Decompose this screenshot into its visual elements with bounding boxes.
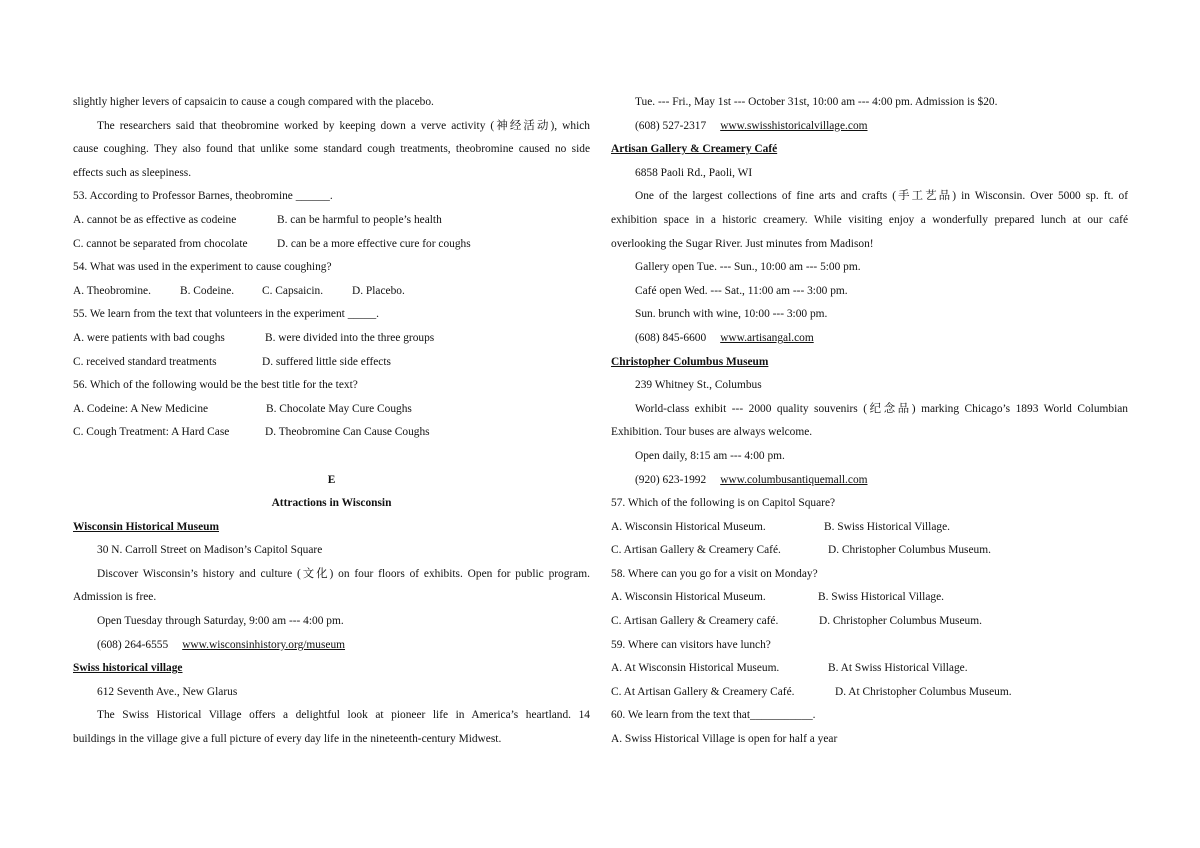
option-b: B. Swiss Historical Village. <box>818 591 944 604</box>
attraction-description: Admission is free. <box>73 591 157 604</box>
attraction-hours: Gallery open Tue. --- Sun., 10:00 am --- 5:00 pm. <box>635 261 861 274</box>
question-58-options-row1 <box>611 586 1128 610</box>
attraction-contact <box>611 469 1128 493</box>
question-53-options-row2 <box>73 233 590 257</box>
question-57-options-row2 <box>611 539 1128 563</box>
attraction-description: One of the largest collections of fine arts and crafts (手工艺品) in Wisconsin. Over 5000 sp. ft. of <box>635 190 1128 203</box>
option-c: C. Capsaicin. <box>262 284 324 297</box>
option-a: A. Swiss Historical Village is open for half a year <box>611 733 838 746</box>
attraction-hours: Café open Wed. --- Sat., 11:00 am --- 3:00 pm. <box>635 284 848 297</box>
attraction-address: 612 Seventh Ave., New Glarus <box>97 685 238 698</box>
option-c: C. Artisan Gallery & Creamery Café. <box>611 544 781 557</box>
question-59: 59. Where can visitors have lunch? <box>611 638 771 651</box>
attraction-hours: Open daily, 8:15 am --- 4:00 pm. <box>635 449 785 462</box>
question-58: 58. Where can you go for a visit on Monday? <box>611 567 818 580</box>
attraction-description: World-class exhibit --- 2000 quality souvenirs (纪念品) marking Chicago’s 1893 World Columbian <box>635 402 1128 415</box>
attraction-heading-columbus-museum: Christopher Columbus Museum <box>611 355 769 368</box>
attraction-description: Exhibition. Tour buses are always welcome. <box>611 426 813 439</box>
question-56-options-row2 <box>73 421 590 445</box>
attraction-address: 239 Whitney St., Columbus <box>635 379 762 392</box>
attraction-description: overlooking the Sugar River. Just minutes from Madison! <box>611 237 874 250</box>
attraction-url: www.wisconsinhistory.org/museum <box>182 638 346 651</box>
question-54-options <box>73 280 590 304</box>
paragraph-line: The researchers said that theobromine worked by keeping down a verve activity (神经活动), which <box>97 119 590 132</box>
paragraph-line: cause coughing. They also found that unlike some standard cough treatments, theobromine caused no side <box>73 143 590 156</box>
question-56-options-row1 <box>73 398 590 422</box>
attraction-url: www.columbusantiquemall.com <box>720 473 868 486</box>
question-53: 53. According to Professor Barnes, theobromine ______. <box>73 190 333 203</box>
left-column <box>73 91 590 752</box>
paragraph-line: effects such as sleepiness. <box>73 166 192 179</box>
question-55-options-row1 <box>73 327 590 351</box>
attraction-description: exhibition space in a historic creamery. While visiting enjoy a wonderfully prepared lunch at our café <box>611 213 1128 226</box>
option-d: D. Christopher Columbus Museum. <box>828 544 991 557</box>
attraction-description: The Swiss Historical Village offers a delightful look at pioneer life in America’s heartland. 14 <box>97 709 590 722</box>
option-a: A. were patients with bad coughs <box>73 331 225 344</box>
option-a: A. cannot be as effective as codeine <box>73 213 237 226</box>
attraction-phone: (608) 527-2317 <box>635 119 707 132</box>
attraction-hours: Tue. --- Fri., May 1st --- October 31st, 10:00 am --- 4:00 pm. Admission is $20. <box>635 96 998 108</box>
question-57-options-row1 <box>611 516 1128 540</box>
option-c: C. Artisan Gallery & Creamery café. <box>611 615 779 628</box>
blank-line <box>73 445 590 469</box>
attraction-heading-wisconsin-museum: Wisconsin Historical Museum <box>73 520 219 533</box>
attraction-address: 6858 Paoli Rd., Paoli, WI <box>635 166 753 179</box>
option-d: D. At Christopher Columbus Museum. <box>835 685 1012 698</box>
option-a: A. At Wisconsin Historical Museum. <box>611 662 780 675</box>
option-d: D. can be a more effective cure for coughs <box>277 237 471 250</box>
option-d: D. suffered little side effects <box>262 355 391 368</box>
option-c: C. received standard treatments <box>73 355 217 368</box>
paragraph-line: slightly higher levers of capsaicin to cause a cough compared with the placebo. <box>73 96 434 108</box>
attraction-url: www.artisangal.com <box>720 331 814 344</box>
option-a: A. Wisconsin Historical Museum. <box>611 591 766 604</box>
option-a: A. Theobromine. <box>73 284 151 297</box>
attraction-url: www.swisshistoricalvillage.com <box>720 119 868 132</box>
option-a: A. Codeine: A New Medicine <box>73 402 209 415</box>
right-column <box>611 91 1128 752</box>
question-55: 55. We learn from the text that volunteers in the experiment _____. <box>73 308 380 321</box>
question-54: 54. What was used in the experiment to cause coughing? <box>73 261 332 274</box>
option-c: C. Cough Treatment: A Hard Case <box>73 426 230 439</box>
attraction-phone: (608) 264-6555 <box>97 638 169 651</box>
question-56: 56. Which of the following would be the best title for the text? <box>73 379 358 392</box>
question-58-options-row2 <box>611 610 1128 634</box>
option-b: B. Chocolate May Cure Coughs <box>266 402 412 415</box>
option-b: B. can be harmful to people’s health <box>277 213 442 226</box>
option-a: A. Wisconsin Historical Museum. <box>611 520 766 533</box>
option-d: D. Christopher Columbus Museum. <box>819 615 982 628</box>
option-b: B. Codeine. <box>180 284 235 297</box>
option-d: D. Theobromine Can Cause Coughs <box>265 426 430 439</box>
attraction-hours: Sun. brunch with wine, 10:00 --- 3:00 pm. <box>635 308 828 321</box>
question-60: 60. We learn from the text that___________. <box>611 709 816 722</box>
attraction-heading-artisan-gallery: Artisan Gallery & Creamery Café <box>611 143 778 156</box>
question-55-options-row2 <box>73 351 590 375</box>
attraction-phone: (920) 623-1992 <box>635 473 707 486</box>
question-59-options-row2 <box>611 681 1128 705</box>
option-c: C. cannot be separated from chocolate <box>73 237 248 250</box>
attraction-address: 30 N. Carroll Street on Madison’s Capitol Square <box>97 544 323 557</box>
attraction-heading-swiss-village: Swiss historical village <box>73 662 183 675</box>
option-d: D. Placebo. <box>352 284 405 297</box>
option-c: C. At Artisan Gallery & Creamery Café. <box>611 685 795 698</box>
attraction-description: buildings in the village give a full picture of every day life in the nineteenth-century Midwest. <box>73 733 502 746</box>
attraction-description: Discover Wisconsin’s history and culture (文化) on four floors of exhibits. Open for public program. <box>97 567 590 580</box>
attraction-contact <box>611 115 1128 139</box>
attraction-contact <box>73 634 590 658</box>
section-title: Attractions in Wisconsin <box>271 497 392 510</box>
option-b: B. Swiss Historical Village. <box>824 520 950 533</box>
attraction-contact <box>611 327 1128 351</box>
question-57: 57. Which of the following is on Capitol Square? <box>611 497 836 510</box>
attraction-phone: (608) 845-6600 <box>635 331 707 344</box>
option-b: B. At Swiss Historical Village. <box>828 662 968 675</box>
section-letter: E <box>327 473 336 486</box>
option-b: B. were divided into the three groups <box>265 331 435 344</box>
question-53-options-row1 <box>73 209 590 233</box>
question-59-options-row1 <box>611 657 1128 681</box>
attraction-hours: Open Tuesday through Saturday, 9:00 am --- 4:00 pm. <box>97 615 344 628</box>
